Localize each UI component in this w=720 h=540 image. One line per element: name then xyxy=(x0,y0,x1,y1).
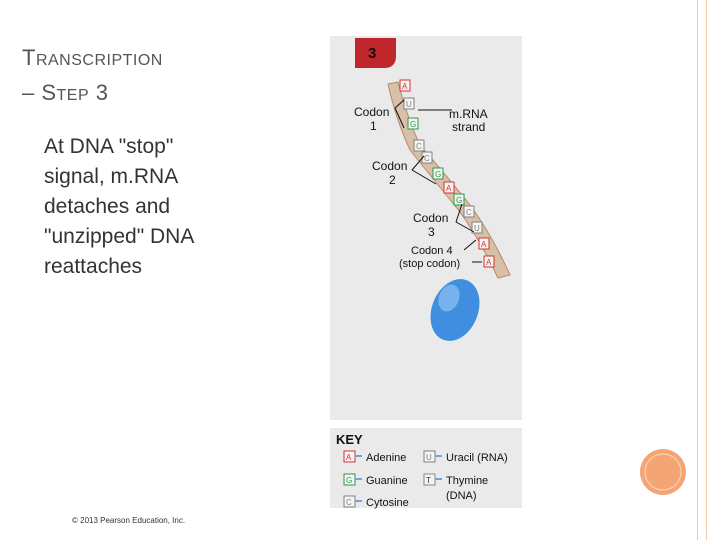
key-swatch-letter: T xyxy=(426,476,431,485)
codon2-number: 2 xyxy=(389,173,396,187)
codon1-label xyxy=(354,105,389,133)
base-letter: G xyxy=(456,196,463,205)
key-label: Cytosine xyxy=(366,497,409,509)
codon3-number: 3 xyxy=(428,225,435,239)
base-letter: C xyxy=(416,142,422,151)
title-step-word: TEP xyxy=(56,87,90,104)
mrna-label-word: m.RNA xyxy=(449,107,488,121)
key-label: (DNA) xyxy=(446,490,477,502)
copyright-notice: © 2013 Pearson Education, Inc. xyxy=(72,516,186,525)
mrna-label-strand: strand xyxy=(452,120,486,134)
mrna-strand-label xyxy=(449,107,488,134)
key-swatch-letter: C xyxy=(346,498,352,507)
nucleus-ellipse xyxy=(422,272,489,349)
base-letter: A xyxy=(446,184,452,193)
codon4-stop: (stop codon) xyxy=(399,258,461,270)
title-word-rest: RANSCRIPTION xyxy=(35,52,163,69)
key-swatch-letter: A xyxy=(346,453,352,462)
key-label: Uracil (RNA) xyxy=(446,452,508,464)
codon2-word: Codon xyxy=(372,159,408,173)
key-label: Thymine xyxy=(446,475,489,487)
base-letter: C xyxy=(424,154,430,163)
base-letter: G xyxy=(410,120,417,129)
key-items xyxy=(344,451,508,509)
key-swatch-letter: U xyxy=(426,453,432,462)
codon1-word: Codon xyxy=(354,105,390,119)
key-label: Guanine xyxy=(366,475,408,487)
base-letter: A xyxy=(481,240,487,249)
key-title: KEY xyxy=(336,432,363,447)
base-letter: U xyxy=(406,100,412,109)
title-letter: T xyxy=(22,45,36,70)
title-step-number: 3 xyxy=(95,80,109,105)
codon3-label xyxy=(413,211,448,239)
codon4-bracket xyxy=(464,240,476,250)
key-label: Adenine xyxy=(366,452,407,464)
base-letter: A xyxy=(486,258,492,267)
decorative-circle xyxy=(640,449,686,495)
base-letter: A xyxy=(402,82,408,91)
base-letter: U xyxy=(474,224,480,233)
title-dash: – S xyxy=(22,80,57,105)
codon4-word: Codon 4 xyxy=(411,245,453,257)
codon2-label xyxy=(372,159,407,187)
codon3-word: Codon xyxy=(413,211,449,225)
slide-bullet-text: At DNA "stop" signal, m.RNA detaches and "unzipped" DNA reattaches xyxy=(44,135,194,278)
base-letter: C xyxy=(466,208,472,217)
codon4-label xyxy=(399,245,460,270)
base-letter: G xyxy=(435,170,442,179)
step-badge-number: 3 xyxy=(368,45,377,62)
codon1-number: 1 xyxy=(370,119,377,133)
key-swatch-letter: G xyxy=(346,476,353,485)
